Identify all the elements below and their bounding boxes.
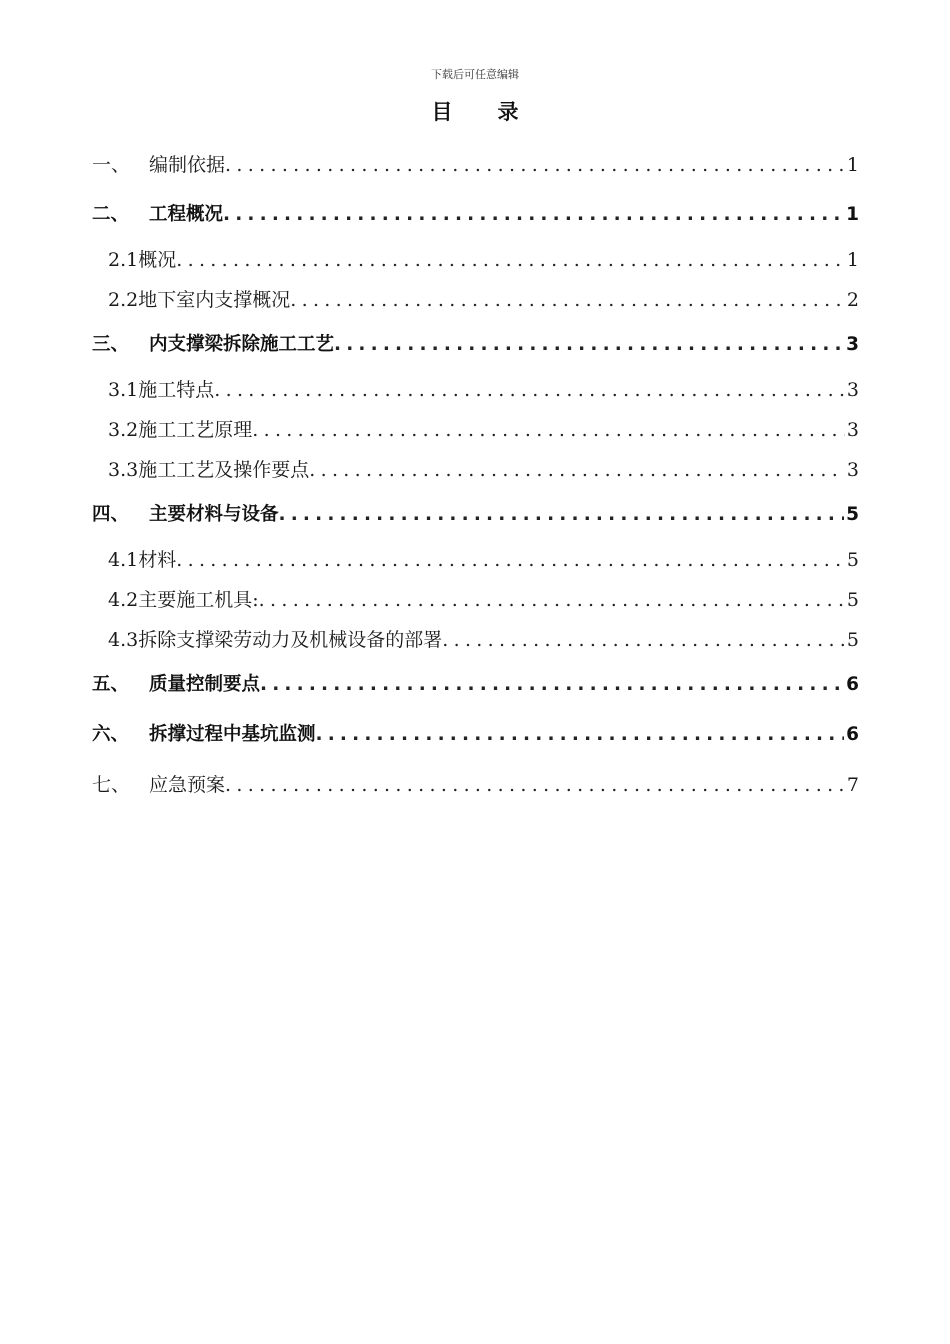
dot-leader — [334, 320, 844, 370]
dot-leader — [225, 760, 845, 810]
dot-leader — [176, 540, 845, 580]
toc-entry[interactable] — [92, 280, 859, 320]
toc-entry-number: 一、 — [92, 154, 131, 176]
toc-entry[interactable] — [92, 320, 859, 370]
toc-entry-page-number: 2 — [846, 289, 859, 311]
toc-entry-number: 四、 — [92, 504, 130, 525]
dot-leader — [252, 410, 845, 450]
dot-leader — [260, 660, 844, 710]
toc-entry[interactable] — [92, 370, 859, 410]
toc-entry-label: 4.2主要施工机具: — [108, 589, 259, 611]
toc-entry-label: 主要材料与设备 — [149, 504, 279, 525]
toc-entry-label: 2.1概况 — [108, 249, 177, 271]
toc-entry[interactable] — [92, 660, 859, 710]
toc-entry[interactable] — [92, 620, 859, 660]
toc-entry-page-number: 7 — [846, 774, 859, 796]
toc-entry[interactable] — [92, 140, 859, 190]
toc-entry-label: 3.3施工工艺及操作要点 — [108, 459, 310, 481]
toc-entry-page-number: 6 — [846, 724, 859, 745]
toc-entry[interactable] — [92, 490, 859, 540]
toc-entry-label: 4.3拆除支撑梁劳动力及机械设备的部署 — [108, 629, 443, 651]
toc-entry-label: 4.1材料 — [108, 549, 177, 571]
header-note: 下载后可任意编辑 — [431, 68, 519, 81]
toc-entry[interactable] — [92, 410, 859, 450]
toc-entry-page-number: 3 — [846, 459, 859, 481]
toc-entry[interactable] — [92, 240, 859, 280]
dot-leader — [442, 620, 845, 660]
toc-entry-label: 应急预案 — [149, 774, 226, 796]
toc-entry-page-number: 1 — [846, 154, 859, 176]
toc-entry-number: 二、 — [92, 204, 130, 225]
toc-entry[interactable] — [92, 190, 859, 240]
toc-entry-number: 六、 — [92, 724, 130, 745]
toc-entry[interactable] — [92, 450, 859, 490]
toc-entry-number: 五、 — [92, 674, 130, 695]
toc-entry-page-number: 5 — [846, 589, 859, 611]
dot-leader — [279, 490, 845, 540]
toc-entry-page-number: 1 — [846, 204, 859, 225]
toc-entry[interactable] — [92, 540, 859, 580]
toc-entry[interactable] — [92, 580, 859, 620]
dot-leader — [316, 710, 845, 760]
toc-entry-label: 3.1施工特点 — [108, 379, 215, 401]
dot-leader — [290, 280, 845, 320]
toc-entry-page-number: 5 — [846, 504, 859, 525]
dot-leader — [176, 240, 845, 280]
toc-entry-number: 三、 — [92, 334, 130, 355]
toc-entry-page-number: 5 — [846, 549, 859, 571]
toc-entry-page-number: 6 — [846, 674, 859, 695]
dot-leader — [214, 370, 845, 410]
table-of-contents — [92, 140, 859, 810]
toc-title: 目 录 — [431, 99, 538, 124]
toc-entry-page-number: 1 — [846, 249, 859, 271]
toc-entry-number: 七、 — [92, 774, 131, 796]
toc-entry-page-number: 3 — [846, 419, 859, 441]
toc-entry[interactable] — [92, 760, 859, 810]
toc-entry-label: 拆撑过程中基坑监测 — [149, 724, 316, 745]
dot-leader — [309, 450, 845, 490]
toc-entry-label: 工程概况 — [149, 204, 224, 225]
toc-entry-label: 质量控制要点 — [149, 674, 261, 695]
toc-entry-page-number: 3 — [846, 334, 859, 355]
toc-entry-label: 编制依据 — [149, 154, 226, 176]
toc-entry-page-number: 3 — [846, 379, 859, 401]
toc-entry-label: 内支撑梁拆除施工工艺 — [149, 334, 335, 355]
dot-leader — [225, 140, 845, 190]
toc-entry-label: 2.2地下室内支撑概况 — [108, 289, 291, 311]
toc-entry-page-number: 5 — [846, 629, 859, 651]
toc-entry-label: 3.2施工工艺原理 — [108, 419, 253, 441]
dot-leader — [223, 190, 844, 240]
toc-entry[interactable] — [92, 710, 859, 760]
dot-leader — [259, 580, 845, 620]
